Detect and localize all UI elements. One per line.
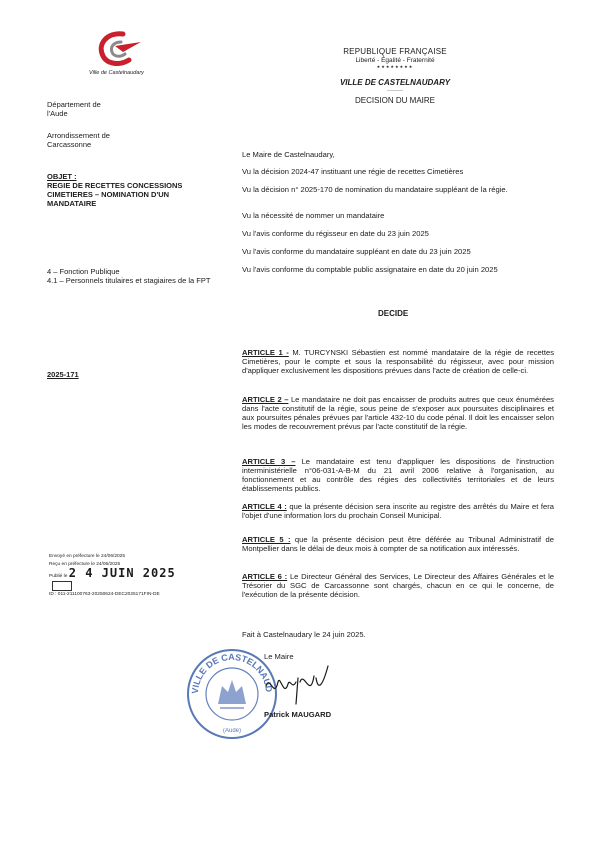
seal-bottom-text: (Aude) [222,728,242,734]
article-3 [242,457,554,493]
signature [262,660,332,708]
article-6-text: Le Directeur Général des Services, Le Directeur des Affaires Générales et le Trésorier du SGC de Carcassonne sont chargés, chacun en ce qui le concerne, de l'exécution de la présente décision. [242,572,554,600]
vu-3: Vu la nécessité de nommer un mandataire [242,211,385,220]
article-1-text: M. TURCYNSKI Sébastien est nommé mandataire de la régie de recettes Cimetières, pour le compte et sous la responsabilité du régisseur, avec pour mission d'appliquer exclusivement les dispositions prévues dans l'acte de création de celle-ci. [242,348,554,376]
article-1-heading: ARTICLE 1 - [242,348,289,357]
vu-2: Vu la décision n° 2025-170 de nomination du mandataire suppléant de la régie. [242,185,508,194]
article-4 [242,502,554,520]
vu-5: Vu l'avis conforme du mandataire suppléant en date du 23 juin 2025 [242,247,471,256]
transmission-badge-icon [52,581,72,591]
article-4-heading: ARTICLE 4 : [242,502,287,511]
signature-graphic [262,660,332,708]
city-name: VILLE DE CASTELNAUDARY [339,78,451,87]
published-line [49,566,183,591]
republic-stars: ★★★★★★★★ [376,64,414,69]
vu-1: Vu la décision 2024-47 instituant une régie de recettes Cimetières [242,167,464,176]
classification [47,267,215,285]
sent-date: Envoyé en préfecture le 24/06/2025 [49,554,126,559]
received-date: Reçu en préfecture le 24/06/2025 [49,562,121,567]
article-3-heading: ARTICLE 3 – [242,457,296,466]
department: Département de l'Aude [47,100,101,118]
logo-graphic [93,28,143,70]
arrondissement: Arrondissement de Carcassonne [47,131,110,149]
city-separator: ———— [387,87,403,92]
republic-header [300,47,490,105]
article-6 [242,572,554,599]
svg-text:VILLE DE CASTELNAUDARY [184,646,274,694]
done-at: Fait à Castelnaudary le 24 juin 2025. [242,630,366,639]
preamble-intro: Le Maire de Castelnaudary, [242,150,335,159]
classification-line-1: 4 – Fonction Publique [47,267,120,276]
act-id: ID : 011-211100763-20250624-DEC2025171FIN-DE [49,592,160,598]
signatory-name: Patrick MAUGARD [264,710,332,719]
published-date: 2 4 JUIN 2025 [68,566,176,580]
decide-heading: DECIDE [378,309,409,318]
article-2-heading: ARTICLE 2 – [242,395,289,404]
signatory-role: Le Maire [264,652,294,661]
republic-motto: Liberté - Égalité - Fraternité [355,57,435,64]
decision-reference: 2025-171 [47,370,79,379]
published-label: Publié le [49,574,68,579]
objet-block [47,172,212,208]
objet-text: REGIE DE RECETTES CONCESSIONS CIMETIERES – NOMINATION D'UN MANDATAIRE [47,181,183,208]
article-5 [242,535,554,553]
republic-title: REPUBLIQUE FRANÇAISE [343,47,447,56]
seal-text: VILLE DE CASTELNAUD [189,651,275,695]
article-5-heading: ARTICLE 5 : [242,535,291,544]
vu-6: Vu l'avis conforme du comptable public assignataire en date du 20 juin 2025 [242,265,498,274]
document-type: DECISION DU MAIRE [354,96,435,105]
article-4-text: que la présente décision sera inscrite au registre des arrêtés du Maire et fera l'objet d'une information lors du prochain Conseil Municipal. [242,502,554,521]
article-5-text: que la présente décision peut être déférée au Tribunal Administratif de Montpellier dans le délai de deux mois à compter de sa notification aux intéressés. [242,535,554,554]
article-6-heading: ARTICLE 6 : [242,572,288,581]
article-3-text: Le mandataire est tenu d'appliquer les dispositions de l'instruction interministérielle n°06-031-A-B-M du 21 avril 2006 relative à l'organisation, au fonctionnement et au contrôle des régies des collectivités territoriales et de leurs établissements publics. [242,457,554,494]
article-2-text: Le mandataire ne doit pas encaisser de produits autres que ceux énumérées dans l'acte constitutif de la régie, sous peine de s'exposer aux poursuites disciplinaires et aux poursuites pénales prévues par l'article 432-10 du code pénal. Il doit les encaisser selon les modes de recouvrement prévus par l'acte constitutif de la régie. [242,395,554,432]
article-1 [242,348,554,375]
vu-4: Vu l'avis conforme du régisseur en date du 23 juin 2025 [242,229,429,238]
classification-line-2: 4.1 – Personnels titulaires et stagiaires de la FPT [47,276,211,285]
logo-caption: Ville de Castelnaudary [89,70,144,76]
objet-label: OBJET : [47,172,77,181]
city-logo [93,28,143,70]
article-2 [242,395,554,431]
transmission-stamp [49,553,183,599]
